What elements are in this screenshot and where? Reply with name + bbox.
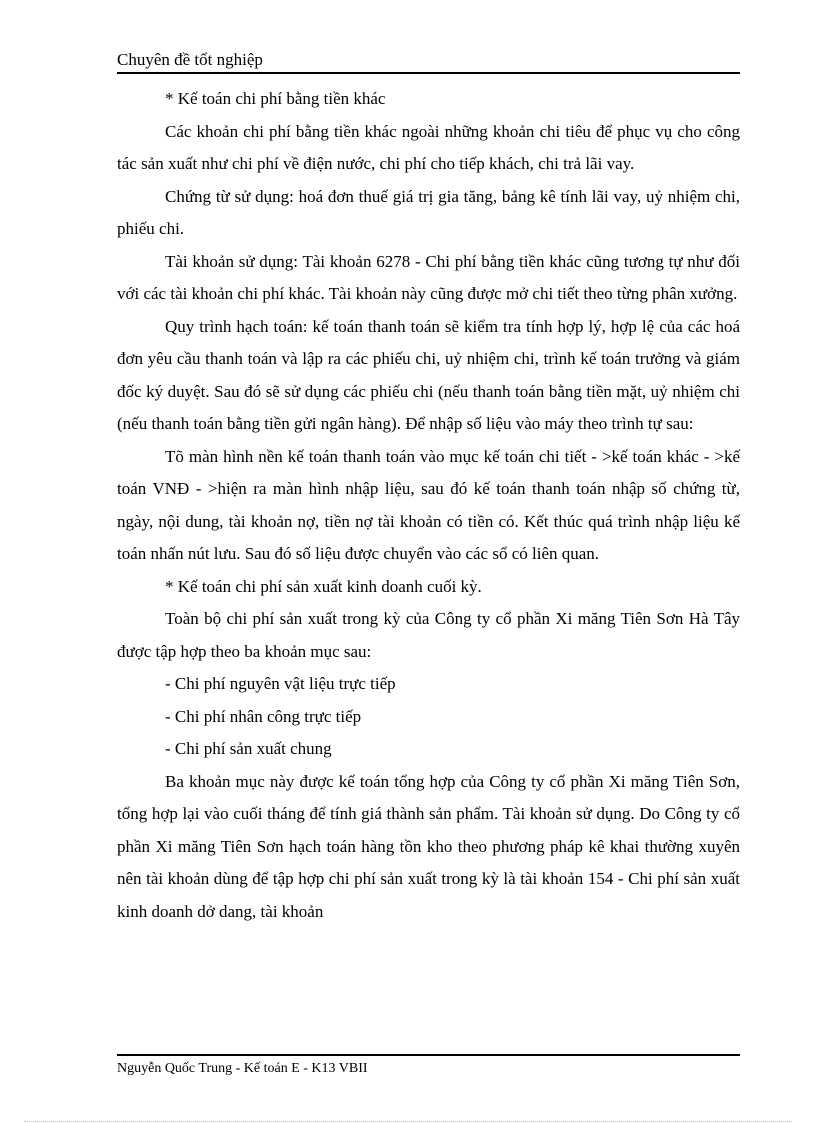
list-item: - Chi phí nguyên vật liệu trực tiếp [165,674,396,693]
paragraph: Các khoản chi phí bằng tiền khác ngoài những khoản chi tiêu để phục vụ cho công tác sản xuất như chi phí về điện nước, chi phí cho tiếp khách, chi trả lãi vay. [117,121,740,173]
paragraph: Quy trình hạch toán: kế toán thanh toán sẽ kiểm tra tính hợp lý, hợp lệ của các hoá đơn yêu cầu thanh toán và lập ra các phiếu chi, uỷ nhiệm chi, trình kế toán trưởng và giám đốc ký duyệt. Sau đó sẽ sử dụng các phiếu chi (nếu thanh toán bằng tiền mặt, uỷ nhiệm chi (nếu thanh toán bằng tiền gửi ngân hàng). Để nhập số liệu vào máy theo trình tự sau: [117,316,740,433]
page-body [117,83,740,928]
footer-author: Nguyễn Quốc Trung - Kế toán E - K13 VBII [117,1061,368,1076]
paragraph: Tài khoản sử dụng: Tài khoản 6278 - Chi phí bằng tiền khác cũng tương tự như đối với các tài khoản chi phí khác. Tài khoản này cũng được mở chi tiết theo từng phân xưởng. [117,251,740,303]
section-heading: * Kế toán chi phí bằng tiền khác [165,89,386,108]
page-footer [117,1054,740,1079]
paragraph: Chứng từ sử dụng: hoá đơn thuế giá trị gia tăng, bảng kê tính lãi vay, uỷ nhiệm chi, phiếu chi. [117,186,740,238]
page-header [117,48,740,74]
paragraph: Tõ màn hình nền kế toán thanh toán vào mục kế toán chi tiết - >kế toán khác - >kế toán VNĐ - >hiện ra màn hình nhập liệu, sau đó kế toán thanh toán nhập số chứng từ, ngày, nội dung, tài khoản nợ, tiền nợ tài khoản có tiền có. Kết thúc quá trình nhập liệu kế toán nhấn nút lưu. Sau đó số liệu được chuyển vào các sổ có liên quan. [117,446,740,563]
paragraph: Ba khoản mục này được kế toán tổng hợp của Công ty cổ phần Xi măng Tiên Sơn, tổng hợp lại vào cuối tháng để tính giá thành sản phẩm. Tài khoản sử dụng. Do Công ty cổ phần Xi măng Tiên Sơn hạch toán hàng tồn kho theo phương pháp kê khai thường xuyên nên tài khoản dùng để tập hợp chi phí sản xuất trong kỳ là tài khoản 154 - Chi phí sản xuất kinh doanh dở dang, tài khoản [117,771,740,921]
list-item: - Chi phí nhân công trực tiếp [165,706,362,726]
section-heading: * Kế toán chi phí sản xuất kinh doanh cuối kỳ. [165,576,482,596]
page-bottom-divider [24,1121,792,1122]
document-title: Chuyên đề tốt nghiệp [117,50,263,69]
paragraph: Toàn bộ chi phí sản xuất trong kỳ của Công ty cổ phần Xi măng Tiên Sơn Hà Tây được tập hợp theo ba khoản mục sau: [117,609,740,661]
list-item: - Chi phí sản xuất chung [165,739,332,758]
